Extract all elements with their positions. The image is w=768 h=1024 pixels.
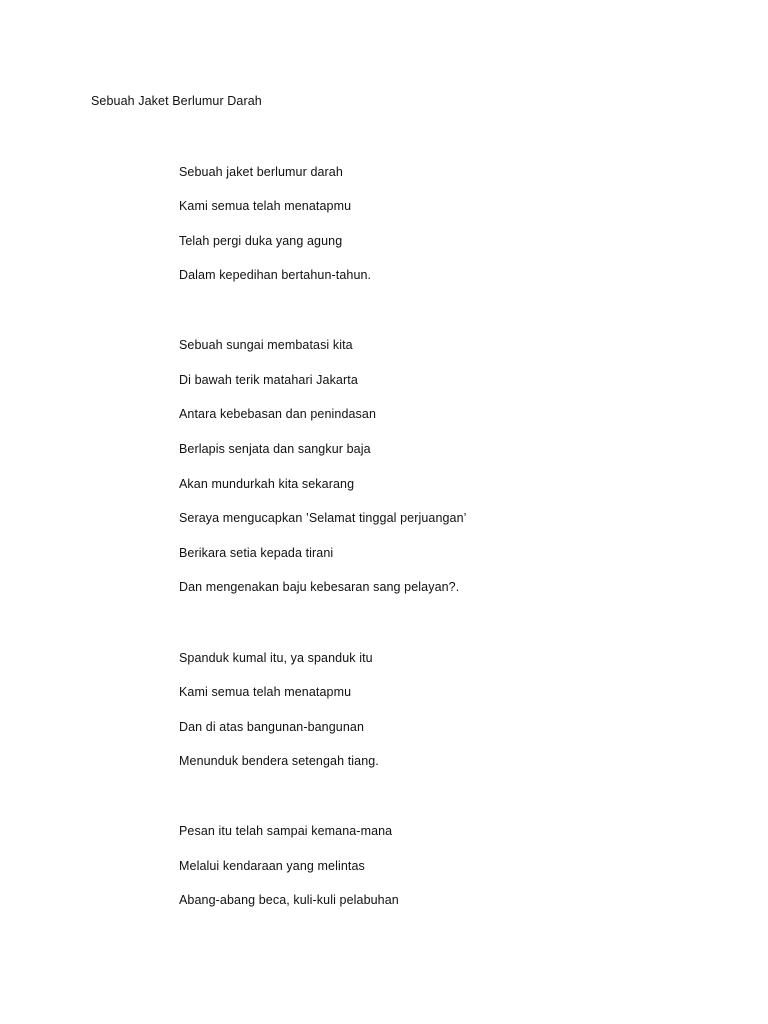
poem-line: Kami semua telah menatapmu: [179, 685, 352, 699]
poem-line: Berlapis senjata dan sangkur baja: [179, 442, 371, 456]
poem-line: Berikara setia kepada tirani: [179, 546, 334, 560]
poem-line: Dan di atas bangunan-bangunan: [179, 720, 364, 734]
poem-line: Di bawah terik matahari Jakarta: [179, 373, 358, 387]
poem-line: Abang-abang beca, kuli-kuli pelabuhan: [179, 893, 399, 907]
poem-line: Melalui kendaraan yang melintas: [179, 859, 365, 873]
poem-line: Akan mundurkah kita sekarang: [179, 477, 355, 491]
poem-line: Dan mengenakan baju kebesaran sang pelayan?.: [179, 580, 460, 594]
poem-line: Sebuah jaket berlumur darah: [179, 165, 343, 179]
poem-line: Sebuah sungai membatasi kita: [179, 338, 353, 352]
poem-line: Kami semua telah menatapmu: [179, 199, 352, 213]
poem-line: Menunduk bendera setengah tiang.: [179, 754, 379, 768]
poem-line: Dalam kepedihan bertahun-tahun.: [179, 268, 372, 282]
document-title: Sebuah Jaket Berlumur Darah: [91, 94, 262, 108]
poem-line: Telah pergi duka yang agung: [179, 234, 343, 248]
poem-line: Spanduk kumal itu, ya spanduk itu: [179, 651, 373, 665]
poem-line: Antara kebebasan dan penindasan: [179, 407, 377, 421]
poem-line: Pesan itu telah sampai kemana-mana: [179, 824, 393, 838]
poem-line: Seraya mengucapkan ’Selamat tinggal perjuangan’: [179, 511, 467, 525]
